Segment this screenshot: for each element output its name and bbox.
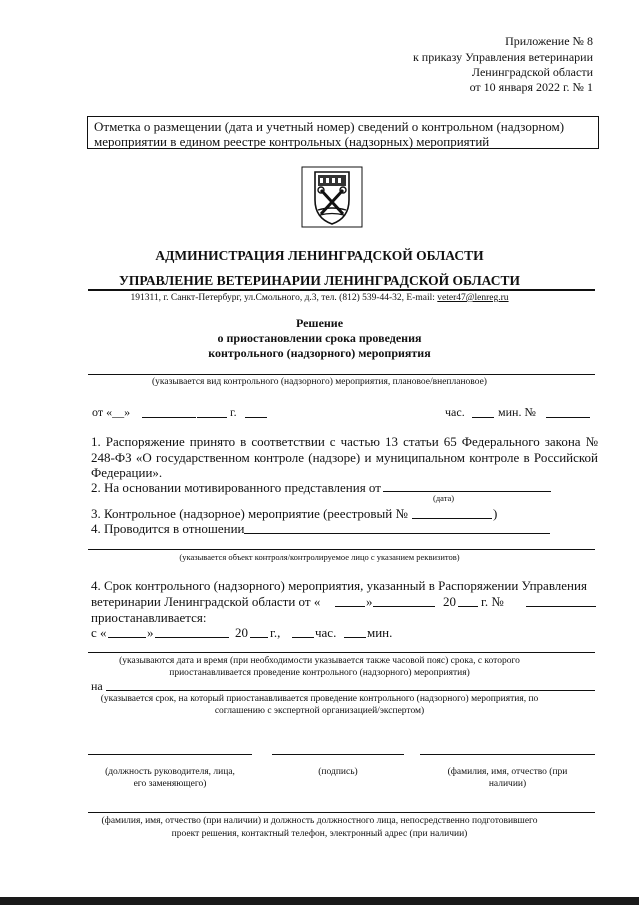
representation-date-line[interactable] <box>383 491 551 492</box>
term-line-2-b: » <box>366 594 373 609</box>
name-line[interactable] <box>420 754 595 755</box>
preparer-line[interactable] <box>88 812 595 813</box>
since-f: мин. <box>367 625 393 640</box>
title-line-1: Решение <box>295 316 344 330</box>
term-line-2-c: 20 <box>443 594 456 609</box>
position-caption-1: (должность руководителя, лица, <box>105 767 235 777</box>
object-caption: (указывается объект контроля/контролируемое лицо с указанием реквизитов) <box>179 552 460 562</box>
since-c: 20 <box>235 625 248 640</box>
term-month-line[interactable] <box>373 606 435 607</box>
subject-line[interactable] <box>244 533 550 534</box>
coat-of-arms-icon <box>301 166 363 228</box>
hour-label: час. <box>445 405 465 419</box>
appendix-line-1: Приложение № 8 <box>505 34 593 48</box>
object-line[interactable] <box>88 549 595 550</box>
since-minute-line[interactable] <box>344 637 366 638</box>
term-year-line[interactable] <box>458 606 478 607</box>
term-line-1: 4. Срок контрольного (надзорного) мероприятия, указанный в Распоряжении Управления <box>91 578 587 593</box>
for-label: на <box>91 679 103 693</box>
since-hour-line[interactable] <box>292 637 314 638</box>
since-b: » <box>147 625 154 640</box>
term-number-line[interactable] <box>526 606 596 607</box>
department-header: УПРАВЛЕНИЕ ВЕТЕРИНАРИИ ЛЕНИНГРАДСКОЙ ОБЛАСТИ <box>118 273 521 288</box>
signature-caption: (подпись) <box>318 767 358 777</box>
header-rule <box>88 289 595 291</box>
registry-number-line[interactable] <box>412 518 492 519</box>
hour-line[interactable] <box>472 417 494 418</box>
event-type-caption: (указывается вид контрольного (надзорного) мероприятия, плановое/внеплановое) <box>152 377 487 387</box>
year-suffix: г. <box>230 405 237 419</box>
term-line-2-d: г. № <box>481 594 504 609</box>
item-4-text: 4. Проводится в отношении <box>91 521 245 536</box>
item-1-text: 1. Распоряжение принято в соответствии с частью 13 статьи 65 Федерального закона № 248-ФЗ «О государственном контроле (надзоре) и муниципальном контроле в Российской Федерации». <box>91 434 598 480</box>
title-line-2: о приостановлении срока проведения <box>217 331 422 345</box>
admin-header: АДМИНИСТРАЦИЯ ЛЕНИНГРАДСКОЙ ОБЛАСТИ <box>155 248 484 263</box>
appendix-line-4: от 10 января 2022 г. № 1 <box>469 80 593 94</box>
since-d: г., <box>270 625 281 640</box>
item-3-end: ) <box>493 506 498 521</box>
item-2-text: 2. На основании мотивированного представления от <box>91 480 381 495</box>
period-caption-1: (указываются дата и время (при необходимости указывается также часовой пояс) срока, с которого <box>119 656 520 666</box>
from-label: от «__» <box>92 405 131 419</box>
period-caption-2: приостанавливается проведение контрольного (надзорного) мероприятия) <box>169 668 470 678</box>
position-line[interactable] <box>88 754 252 755</box>
since-year-line[interactable] <box>250 637 268 638</box>
term-line-3: приостанавливается: <box>91 610 207 625</box>
email-link[interactable]: veter47@lenreg.ru <box>437 293 509 303</box>
event-type-line[interactable] <box>88 374 595 375</box>
term-line-2-a: ветеринарии Ленинградской области от « <box>91 594 321 609</box>
for-caption-2: соглашению с экспертной организацией/экспертом) <box>214 706 425 716</box>
title-line-3: контрольного (надзорного) мероприятия <box>208 346 431 360</box>
address-text: 191311, г. Санкт-Петербург, ул.Смольного, д.3, тел. (812) 539-44-32, E-mail: <box>130 293 438 303</box>
term-day-line[interactable] <box>335 606 365 607</box>
for-line[interactable] <box>106 690 595 691</box>
preparer-caption-1: (фамилия, имя, отчество (при наличии) и должность должностного лица, непосредственно подготовившего <box>101 816 538 826</box>
appendix-line-2: к приказу Управления ветеринарии <box>412 50 593 64</box>
item-3-text: 3. Контрольное (надзорное) мероприятие (реестровый № <box>91 506 408 521</box>
registry-line-1: Отметка о размещении (дата и учетный номер) сведений о контрольном (надзорном) <box>94 119 565 134</box>
date-caption: (дата) <box>433 493 455 503</box>
scan-edge-bar <box>0 897 639 905</box>
signature-line[interactable] <box>272 754 404 755</box>
from-extra-line[interactable] <box>245 417 267 418</box>
address-line <box>0 292 639 304</box>
preparer-caption-2: проект решения, контактный телефон, электронный адрес (при наличии) <box>171 829 468 839</box>
period-line[interactable] <box>88 652 595 653</box>
since-e: час. <box>315 625 337 640</box>
from-month-line[interactable] <box>142 417 196 418</box>
name-caption-1: (фамилия, имя, отчество (при <box>447 767 568 777</box>
since-a: с « <box>91 625 107 640</box>
name-caption-2: наличии) <box>488 779 527 789</box>
since-month-line[interactable] <box>155 637 229 638</box>
from-year-line[interactable] <box>197 417 227 418</box>
position-caption-2: его заменяющего) <box>133 779 207 789</box>
since-day-line[interactable] <box>108 637 146 638</box>
number-line[interactable] <box>546 417 590 418</box>
for-caption-1: (указывается срок, на который приостанавливается проведение контрольного (надзорного) мероприятия, по <box>100 694 539 704</box>
registry-mark-box <box>87 116 599 149</box>
registry-line-2: мероприятии в едином реестре контрольных (надзорных) мероприятий <box>94 134 490 149</box>
minute-number-label: мин. № <box>498 405 536 419</box>
appendix-line-3: Ленинградской области <box>471 65 593 79</box>
